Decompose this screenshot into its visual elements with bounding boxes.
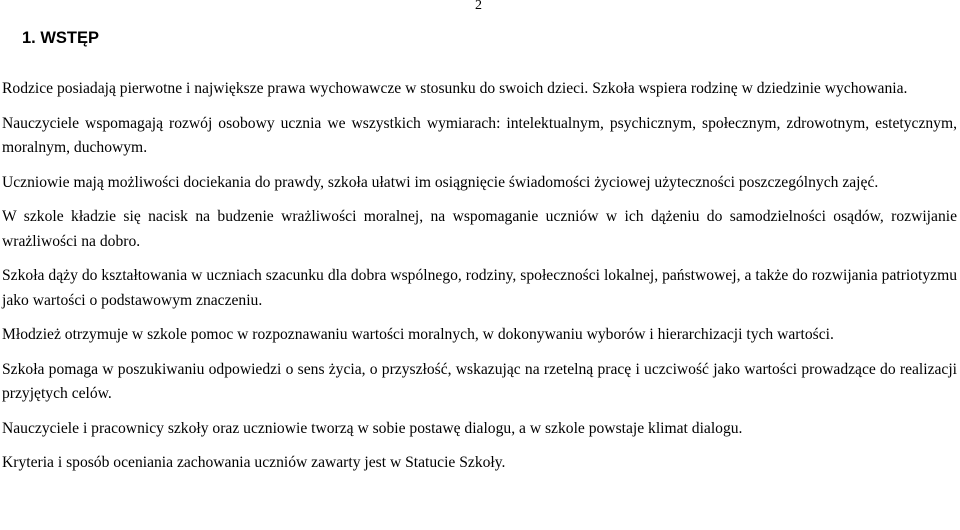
document-body bbox=[2, 77, 957, 486]
section-heading: 1. WSTĘP bbox=[22, 29, 100, 47]
paragraph-meaning-of-life: Szkoła pomaga w poszukiwaniu odpowiedzi o sens życia, o przyszłość, wskazując na rzetelną pracę i uczciwość jako wartości prowadzące do realizacji przyjętych celów. bbox=[2, 360, 957, 402]
paragraph-grading-criteria: Kryteria i sposób oceniania zachowania uczniów zawarty jest w Statucie Szkoły. bbox=[2, 454, 506, 471]
paragraph-moral-values: Młodzież otrzymuje w szkole pomoc w rozpoznawaniu wartości moralnych, w dokonywaniu wyborów i hierarchizacji tych wartości. bbox=[2, 326, 834, 343]
paragraph-students-truth: Uczniowie mają możliwości dociekania do prawdy, szkoła ułatwi im osiągnięcie świadomości życiowej użyteczności poszczególnych zajęć. bbox=[2, 173, 879, 191]
page-number: 2 bbox=[475, 0, 482, 13]
paragraph-moral-sensitivity: W szkole kładzie się nacisk na budzenie wrażliwości moralnej, na wspomaganie uczniów w ich dążeniu do samodzielności osądów, rozwijanie wrażliwości na dobro. bbox=[2, 208, 957, 250]
paragraph-dialogue: Nauczyciele i pracownicy szkoły oraz uczniowie tworzą w sobie postawę dialogu, a w szkole powstaje klimat dialogu. bbox=[2, 419, 743, 437]
paragraph-teachers-support: Nauczyciele wspomagają rozwój osobowy ucznia we wszystkich wymiarach: intelektualnym, psychicznym, społecznym, zdrowotnym, estetycznym, moralnym, duchowym. bbox=[2, 114, 957, 156]
paragraph-common-good: Szkoła dąży do kształtowania w uczniach szacunku dla dobra wspólnego, rodziny, społeczności lokalnej, państwowej, a także do rozwijania patriotyzmu jako wartości o podstawowym znaczeniu. bbox=[2, 267, 957, 309]
paragraph-parents-rights: Rodzice posiadają pierwotne i największe prawa wychowawcze w stosunku do swoich dzieci. Szkoła wspiera rodzinę w dziedzinie wychowania. bbox=[2, 80, 908, 97]
